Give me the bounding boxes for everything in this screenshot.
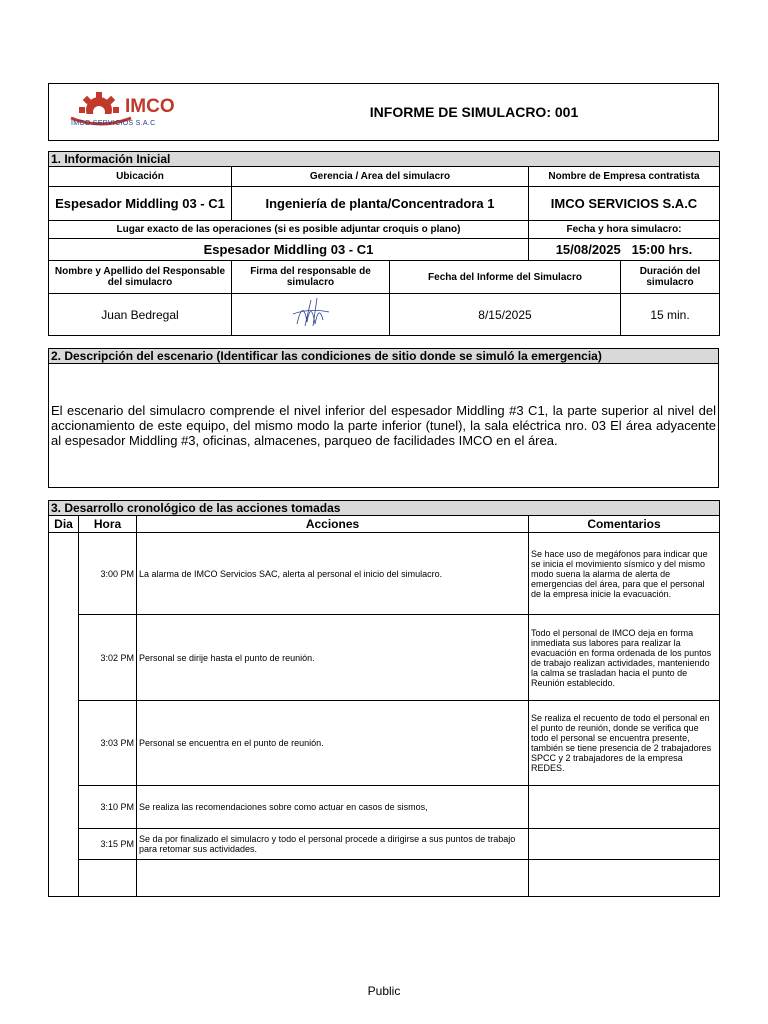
lugar-value: Espesador Middling 03 - C1 (49, 239, 529, 261)
table-row (49, 829, 720, 860)
gerencia-label: Gerencia / Area del simulacro (232, 167, 529, 187)
empresa-label: Nombre de Empresa contratista (529, 167, 720, 187)
row-accion: Se da por finalizado el simulacro y todo el personal procede a dirigirse a sus puntos de trabajo para retomar sus actividades. (137, 829, 529, 860)
fecha-hora-label: Fecha y hora simulacro: (529, 221, 720, 239)
ubicacion-label: Ubicación (49, 167, 232, 187)
firma-label: Firma del responsable de simulacro (232, 261, 390, 294)
section-desarrollo (48, 500, 719, 897)
gerencia-value: Ingeniería de planta/Concentradora 1 (232, 187, 529, 221)
fecha-informe-label: Fecha del Informe del Simulacro (390, 261, 621, 294)
classification-label: Public (367, 984, 401, 998)
section2-heading: 2. Descripción del escenario (Identificar las condiciones de sitio donde se simuló la emergencia) (49, 349, 719, 364)
row-hora: 3:10 PM (79, 786, 137, 829)
ubicacion-value: Espesador Middling 03 - C1 (49, 187, 232, 221)
fecha-informe-value: 8/15/2025 (390, 294, 621, 336)
responsable-label: Nombre y Apellido del Responsable del simulacro (49, 261, 232, 294)
row-hora: 3:02 PM (79, 615, 137, 701)
escenario-text: El escenario del simulacro comprende el nivel inferior del espesador Middling #3 C1, la parte superior al nivel del accionamiento de este equipo, del mismo modo la parte inferior (tunel), la sala eléctrica nro. 03 El área adyacente al espesador Middling #3, oficinas, almacenes, parqueo de facilidades IMCO en el área. (49, 364, 719, 488)
company-logo (67, 90, 187, 134)
row-accion: Personal se dirije hasta el punto de reunión. (137, 615, 529, 701)
duracion-label: Duración del simulacro (621, 261, 720, 294)
section3-heading: 3. Desarrollo cronológico de las acciones tomadas (49, 501, 720, 516)
col-hora-header: Hora (79, 516, 137, 533)
section1-heading: 1. Información Inicial (49, 152, 720, 167)
duracion-value: 15 min. (621, 294, 720, 336)
report-title: INFORME DE SIMULACRO: 001 (369, 104, 579, 120)
row-comentario: Todo el personal de IMCO deja en forma inmediata sus labores para realizar la evacuación en forma ordenada de los puntos de trabajo realizan actividades, manteniendo la calma se trasladan hacia el punto de Reunión establecido. (529, 615, 720, 701)
row-accion: Se realiza las recomendaciones sobre como actuar en casos de sismos, (137, 786, 529, 829)
dia-cell (49, 533, 79, 897)
col-acciones-header: Acciones (137, 516, 529, 533)
fecha-hora-value: 15/08/2025 15:00 hrs. (529, 239, 720, 261)
row-comentario (529, 786, 720, 829)
logo-text: IMCO (125, 96, 175, 117)
table-row (49, 786, 720, 829)
col-comentarios-header: Comentarios (529, 516, 720, 533)
firma-cell (232, 294, 390, 336)
table-row (49, 860, 720, 897)
responsable-value: Juan Bedregal (49, 294, 232, 336)
table-row (49, 701, 720, 786)
signature-icon (289, 294, 333, 330)
empresa-value: IMCO SERVICIOS S.A.C (529, 187, 720, 221)
section-informacion-inicial (48, 151, 719, 336)
row-accion: Personal se encuentra en el punto de reunión. (137, 701, 529, 786)
row-accion: La alarma de IMCO Servicios SAC, alerta al personal el inicio del simulacro. (137, 533, 529, 615)
row-hora: 3:15 PM (79, 829, 137, 860)
logo-subtext: IMCO SERVICIOS S.A.C (71, 120, 156, 127)
col-dia-header: Dia (49, 516, 79, 533)
row-hora: 3:00 PM (79, 533, 137, 615)
row-hora (79, 860, 137, 897)
row-comentario (529, 860, 720, 897)
row-comentario: Se realiza el recuento de todo el personal en el punto de reunión, donde se verifica que todo el personal se encuentra presente, también se tiene presencia de 2 trabajadores SPCC y 2 trabajadores de la empresa REDES. (529, 701, 720, 786)
lugar-label: Lugar exacto de las operaciones (si es posible adjuntar croquis o plano) (49, 221, 529, 239)
row-accion (137, 860, 529, 897)
report-header (48, 83, 719, 141)
row-comentario: Se hace uso de megáfonos para indicar que se inicia el movimiento sísmico y del mismo modo suena la alarma de alerta de emergencias del área, para que el personal de la empresa inicie la evacuación. (529, 533, 720, 615)
row-hora: 3:03 PM (79, 701, 137, 786)
table-row (49, 533, 720, 615)
row-comentario (529, 829, 720, 860)
table-row (49, 615, 720, 701)
section-escenario (48, 348, 719, 488)
